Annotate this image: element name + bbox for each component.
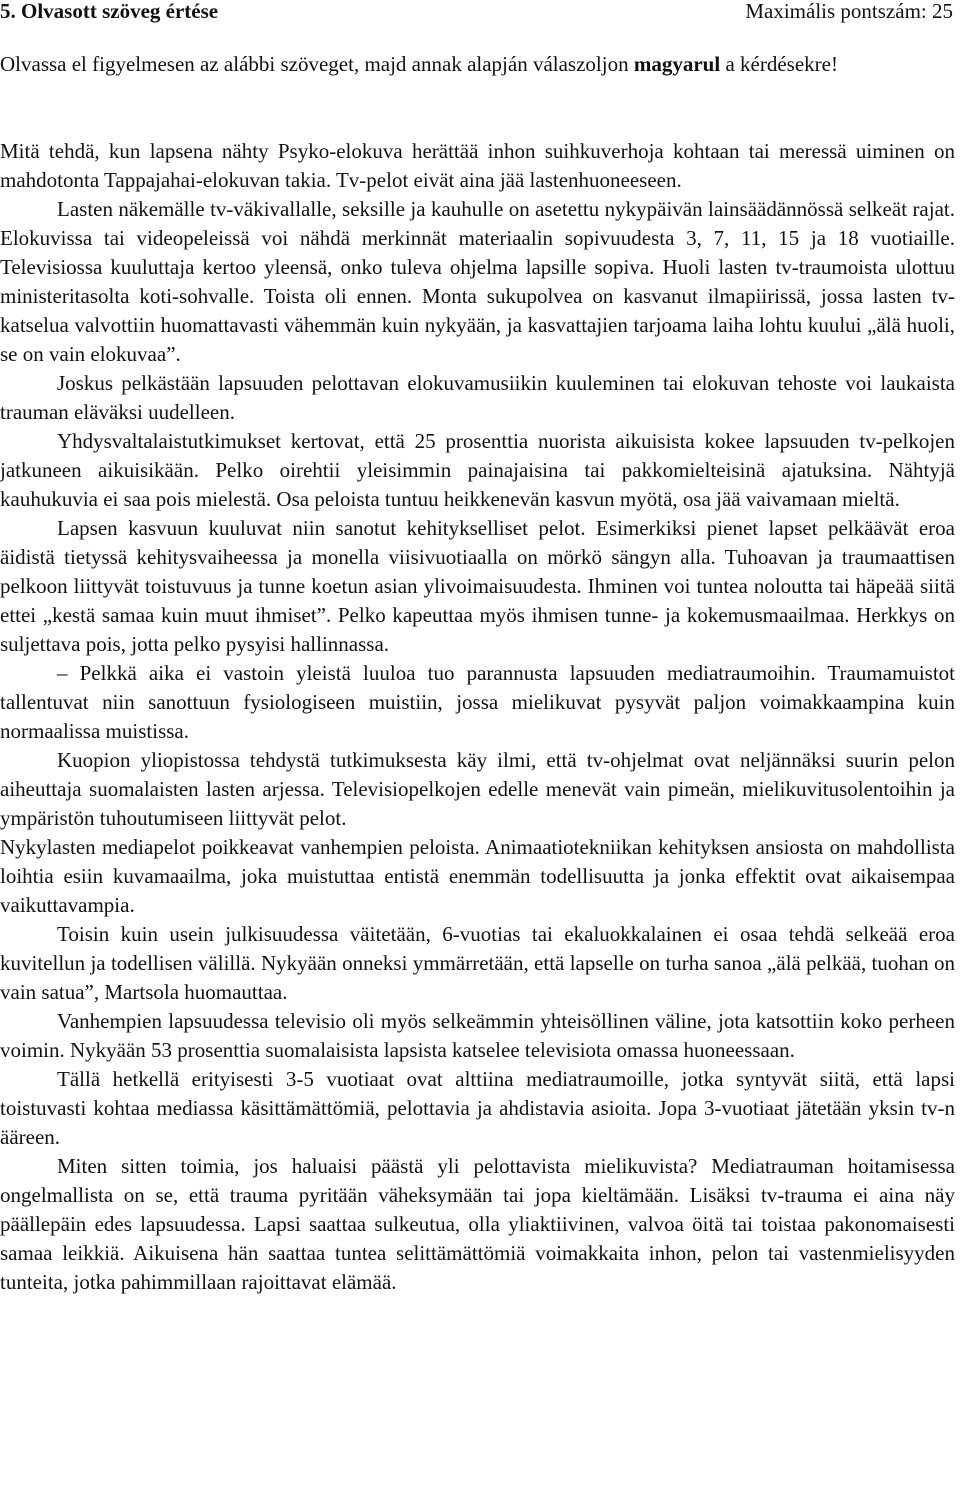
paragraph: Nykylasten mediapelot poikkeavat vanhempien peloista. Animaatiotekniikan kehityksen ansiosta on mahdollista loihtia esiin kuvamaailma, joka muistuttaa entistä enemmän todellisuutta ja jonka effektit ovat aikaisempaa vaikuttavampia. (0, 835, 955, 917)
paragraph: Miten sitten toimia, jos haluaisi päästä yli pelottavista mielikuvista? Mediatrauman hoitamisessa ongelmallista on se, että trauma pyritään väheksymään tai jopa kieltämään. Lisäksi tv-trauma ei aina näy päällepäin edes lapsuudessa. Lapsi saattaa sulkeutua, olla yliaktiivinen, valvoa öitä tai toistaa pakonomaisesti samaa leikkiä. Aikuisena hän saattaa tuntea selittämättömiä voimakkaita inhon, pelon tai vastenmielisyyden tunteita, jotka pahimmillaan rajoittavat elämää. (0, 1154, 955, 1294)
paragraph: Tällä hetkellä erityisesti 3-5 vuotiaat ovat alttiina mediatraumoille, jotka syntyvät siitä, että lapsi toistuvasti kohtaa mediassa käsittämättömiä, pelottavia ja ahdistavia asioita. Jopa 3-vuotiaat jätetään yksin tv-n ääreen. (0, 1067, 955, 1149)
paragraph-quote: – Pelkkä aika ei vastoin yleistä luuloa tuo parannusta lapsuuden mediatraumoihin. Traumamuistot tallentuvat niin sanottuun fysiologiseen muistiin, jossa mielikuvat pysyvät paljon voimakkaampina kuin normaalissa muistissa. (0, 661, 955, 743)
instructions-bold-word: magyarul (633, 52, 721, 76)
instructions-text-end: a kérdésekre! (720, 52, 838, 76)
paragraph: Vanhempien lapsuudessa televisio oli myös selkeämmin yhteisöllinen väline, jota katsottiin koko perheen voimin. Nykyään 53 prosenttia suomalaisista lapsista katselee televisiota omassa huoneessaan. (0, 1009, 955, 1062)
paragraph: Kuopion yliopistossa tehdystä tutkimuksesta käy ilmi, että tv-ohjelmat ovat neljännäksi suurin pelon aiheuttaja suomalaisten lasten arjessa. Televisiopelkojen edelle menevät vain pimeän, mielikuvitusolentoihin ja ympäristön tuhoutumiseen liittyvät pelot. (0, 748, 955, 830)
paragraph: Lapsen kasvuun kuuluvat niin sanotut kehitykselliset pelot. Esimerkiksi pienet lapset pelkäävät eroa äidistä tietyssä kehitysvaiheessa ja monella viisivuotiaalla on mörkö sängyn alla. Tuhoavan ja traumaattisen pelkoon liittyvät toistuvuus ja tunne koetun asian ylivoimaisuudesta. Ihminen voi tuntea noloutta tai häpeää siitä ettei „kestä samaa kuin muut ihmiset”. Pelko kapeuttaa myös ihmisen tunne- ja kokemusmaailmaa. Herkkys on suljettava pois, jotta pelko pysyisi hallinnassa. (0, 516, 955, 656)
paragraph: Toisin kuin usein julkisuudessa väitetään, 6-vuotias tai ekaluokkalainen ei osaa tehdä selkeää eroa kuvitellun ja todellisen välillä. Nykyään onneksi ymmärretään, että lapselle on turha sanoa „älä pelkää, tuohan on vain satua”, Martsola huomauttaa. (0, 922, 955, 1004)
blank-gap (0, 79, 955, 137)
section-title: 5. Olvasott szöveg értése (0, 0, 219, 23)
paragraph: Lasten näkemälle tv-väkivallalle, seksille ja kauhulle on asetettu nykypäivän lainsäädännössä selkeät rajat. Elokuvissa tai videopeleissä voi nähdä merkinnät materiaalin sopivuudesta 3, 7, 11, 15 ja 18 vuotiaille. Televisiossa kuuluttaja kertoo yleensä, onko tuleva ohjelma lapsille sopiva. Huoli lasten tv-traumoista ulottuu ministeritasolta koti-sohvalle. Toista oli ennen. Monta sukupolvea on kasvanut ilmapiirissä, jossa lasten tv-katselua valvottiin huomattavasti vähemmän kuin nykyään, ja kasvattajien tarjoama laiha lohtu kuului „älä huoli, se on vain elokuvaa”. (0, 197, 955, 366)
paragraph: Yhdysvaltalaistutkimukset kertovat, että 25 prosenttia nuorista aikuisista kokee lapsuuden tv-pelkojen jatkuneen aikuisikään. Pelko oirehtii yleisimmin painajaisina tai pakkomielteisinä ajatuksina. Nähtyjä kauhukuvia ei saa pois mielestä. Osa peloista tuntuu heikkenevän kasvun myötä, osa jää vaivamaan mieltä. (0, 429, 955, 511)
max-points-label: Maximális pontszám: 25 (745, 0, 953, 23)
instructions-text-start: Olvassa el figyelmesen az alábbi szöveget, majd annak alapján válaszoljon (0, 52, 634, 76)
section-header (0, 0, 955, 26)
instructions (0, 50, 955, 79)
article-body (0, 137, 955, 1297)
paragraph: Joskus pelkästään lapsuuden pelottavan elokuvamusiikin kuuleminen tai elokuvan tehoste voi laukaista trauman eläväksi uudelleen. (0, 371, 955, 424)
paragraph-intro: Mitä tehdä, kun lapsena nähty Psyko-elokuva herättää inhon suihkuverhoja kohtaan tai meressä uiminen on mahdotonta Tappajahai-elokuvan takia. Tv-pelot eivät aina jää lastenhuoneeseen. (0, 139, 955, 192)
